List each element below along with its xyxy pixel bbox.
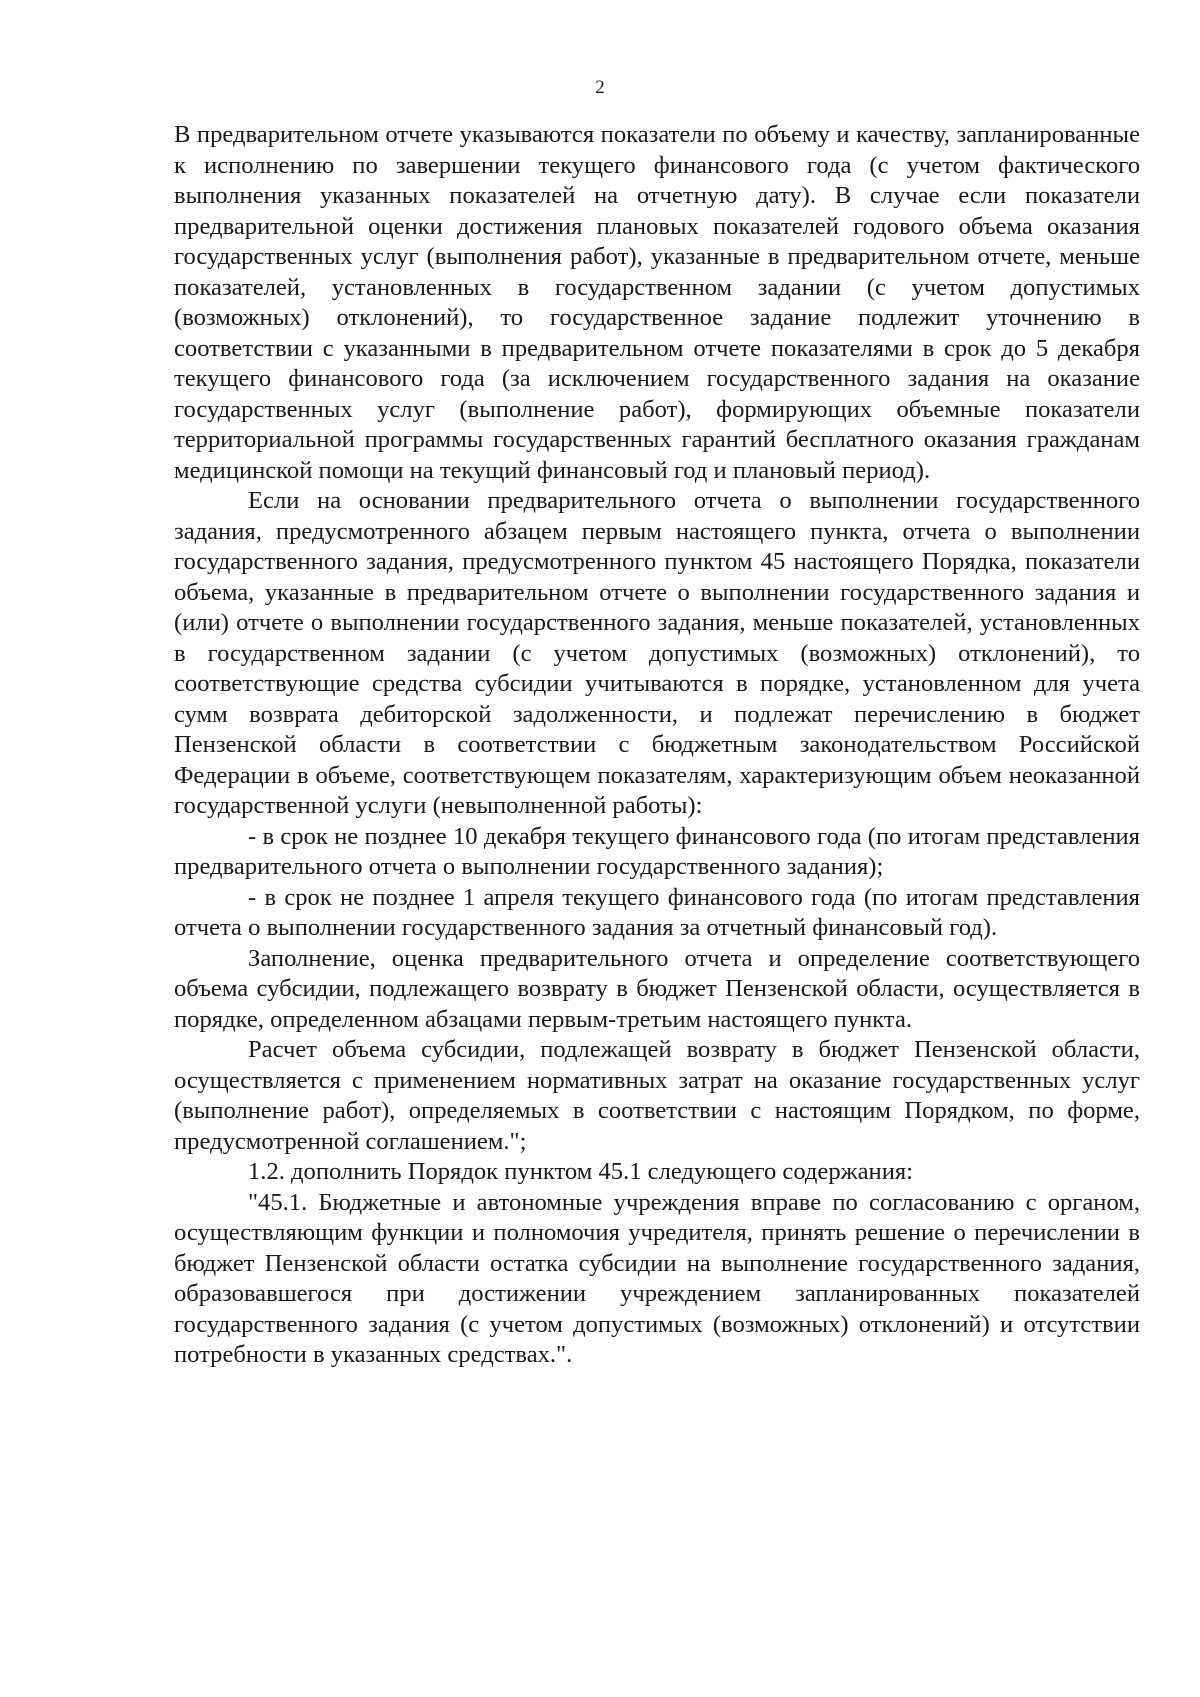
paragraph-filling-assessment: Заполнение, оценка предварительного отчета и определение соответствующего объема субсидии, подлежащего возврату в бюджет Пензенской области, осуществляется в порядке, определенном абзацами первым-третьим настоящего пункта. — [174, 944, 1140, 1033]
paragraph-subsidy-return: Если на основании предварительного отчета о выполнении государственного задания, предусмотренного абзацем первым настоящего пункта, отчета о выполнении государственного задания, предусмотренного пунктом 45 настоящего Порядка, показатели объема, указанные в предварительном отчете о выполнении государственного задания и (или) отчете о выполнении государственного задания, меньше показателей, установленных в государственном задании (с учетом допустимых (возможных) отклонений), то соответствующие средства субсидии учитываются в порядке, установленном для учета сумм возврата дебиторской задолженности, и подлежат перечислению в бюджет Пензенской области в соответствии с бюджетным законодательством Российской Федерации в объеме, соответствующем показателям, характеризующим объем неоказанной государственной услуги (невыполненной работы): — [174, 487, 1140, 819]
list-item-december-deadline: - в срок не позднее 10 декабря текущего финансового года (по итогам представления предварительного отчета о выполнении государственного задания); — [174, 822, 1140, 880]
paragraph-subsidy-calculation: Расчет объема субсидии, подлежащей возврату в бюджет Пензенской области, осуществляется с применением нормативных затрат на оказание государственных услуг (выполнение работ), определяемых в соответствии с настоящим Порядком, по форме, предусмотренной соглашением."; — [174, 1036, 1140, 1155]
list-item-april-deadline: - в срок не позднее 1 апреля текущего финансового года (по итогам представления отчета о выполнении государственного задания за отчетный финансовый год). — [174, 883, 1140, 941]
page-number: 2 — [595, 77, 605, 98]
paragraph-amendment-1-2: 1.2. дополнить Порядок пунктом 45.1 следующего содержания: — [248, 1158, 914, 1185]
paragraph-preliminary-report: В предварительном отчете указываются показатели по объему и качеству, запланированные к исполнению по завершении текущего финансового года (с учетом фактического выполнения указанных показателей на отчетную дату). В случае если показатели предварительной оценки достижения плановых показателей годового объема оказания государственных услуг (выполнения работ), указанные в предварительном отчете, меньше показателей, установленных в государственном задании (с учетом допустимых (возможных) отклонений), то государственное задание подлежит уточнению в соответствии с указанными в предварительном отчете показателями в срок до 5 декабря текущего финансового года (за исключением государственного задания на оказание государственных услуг (выполнение работ), формирующих объемные показатели территориальной программы государственных гарантий бесплатного оказания гражданам медицинской помощи на текущий финансовый год и плановый период). — [174, 121, 1140, 484]
document-body — [174, 120, 1140, 1371]
paragraph-clause-45-1: "45.1. Бюджетные и автономные учреждения вправе по согласованию с органом, осуществляющим функции и полномочия учредителя, принять решение о перечислении в бюджет Пензенской области остатка субсидии на выполнение государственного задания, образовавшегося при достижении учреждением запланированных показателей государственного задания (с учетом допустимых (возможных) отклонений) и отсутствии потребности в указанных средствах.". — [174, 1188, 1140, 1368]
